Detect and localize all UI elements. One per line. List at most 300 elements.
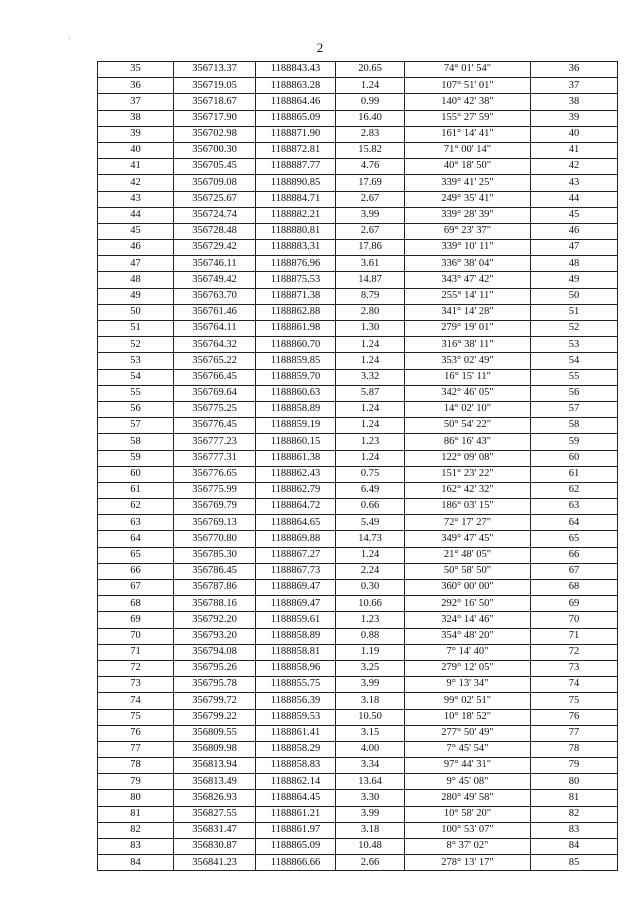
y-coordinate-cell: 1188863.28 — [256, 78, 336, 94]
bearing-cell: 341° 14' 28" — [405, 304, 531, 320]
next-point-number-cell: 63 — [531, 499, 618, 515]
y-coordinate-cell: 1188859.19 — [256, 418, 336, 434]
bearing-cell: 10° 58' 20" — [405, 806, 531, 822]
x-coordinate-cell: 356765.22 — [174, 353, 256, 369]
distance-cell: 1.24 — [336, 418, 405, 434]
distance-cell: 3.61 — [336, 256, 405, 272]
x-coordinate-cell: 356709.08 — [174, 175, 256, 191]
table-row — [98, 385, 618, 401]
point-number-cell: 56 — [98, 401, 174, 417]
bearing-cell: 14° 02' 10" — [405, 401, 531, 417]
next-point-number-cell: 44 — [531, 191, 618, 207]
distance-cell: 2.66 — [336, 855, 405, 871]
next-point-number-cell: 83 — [531, 822, 618, 838]
next-point-number-cell: 85 — [531, 855, 618, 871]
y-coordinate-cell: 1188858.81 — [256, 644, 336, 660]
next-point-number-cell: 51 — [531, 304, 618, 320]
point-number-cell: 77 — [98, 741, 174, 757]
bearing-cell: 316° 38' 11" — [405, 337, 531, 353]
table-row — [98, 126, 618, 142]
point-number-cell: 53 — [98, 353, 174, 369]
table-row — [98, 142, 618, 158]
y-coordinate-cell: 1188858.89 — [256, 401, 336, 417]
table-row — [98, 531, 618, 547]
y-coordinate-cell: 1188861.38 — [256, 450, 336, 466]
next-point-number-cell: 46 — [531, 223, 618, 239]
distance-cell: 17.86 — [336, 240, 405, 256]
next-point-number-cell: 48 — [531, 256, 618, 272]
y-coordinate-cell: 1188869.47 — [256, 596, 336, 612]
distance-cell: 16.40 — [336, 110, 405, 126]
bearing-cell: 9° 45' 08" — [405, 774, 531, 790]
distance-cell: 10.66 — [336, 596, 405, 612]
x-coordinate-cell: 356764.11 — [174, 321, 256, 337]
x-coordinate-cell: 356777.23 — [174, 434, 256, 450]
x-coordinate-cell: 356724.74 — [174, 207, 256, 223]
bearing-cell: 69° 23' 37" — [405, 223, 531, 239]
point-number-cell: 75 — [98, 709, 174, 725]
next-point-number-cell: 82 — [531, 806, 618, 822]
y-coordinate-cell: 1188875.53 — [256, 272, 336, 288]
distance-cell: 3.34 — [336, 758, 405, 774]
y-coordinate-cell: 1188862.79 — [256, 482, 336, 498]
distance-cell: 15.82 — [336, 142, 405, 158]
bearing-cell: 71° 00' 14" — [405, 142, 531, 158]
coordinates-table — [97, 61, 618, 871]
y-coordinate-cell: 1188859.85 — [256, 353, 336, 369]
table-row — [98, 499, 618, 515]
y-coordinate-cell: 1188865.09 — [256, 110, 336, 126]
distance-cell: 3.32 — [336, 369, 405, 385]
bearing-cell: 155° 27' 59" — [405, 110, 531, 126]
table-row — [98, 418, 618, 434]
bearing-cell: 292° 16' 50" — [405, 596, 531, 612]
x-coordinate-cell: 356787.86 — [174, 580, 256, 596]
y-coordinate-cell: 1188869.47 — [256, 580, 336, 596]
next-point-number-cell: 59 — [531, 434, 618, 450]
y-coordinate-cell: 1188861.41 — [256, 725, 336, 741]
table-row — [98, 191, 618, 207]
next-point-number-cell: 72 — [531, 644, 618, 660]
x-coordinate-cell: 356761.46 — [174, 304, 256, 320]
x-coordinate-cell: 356700.30 — [174, 142, 256, 158]
point-number-cell: 80 — [98, 790, 174, 806]
table-row — [98, 839, 618, 855]
next-point-number-cell: 65 — [531, 531, 618, 547]
table-row — [98, 855, 618, 871]
next-point-number-cell: 54 — [531, 353, 618, 369]
table-row — [98, 62, 618, 78]
point-number-cell: 78 — [98, 758, 174, 774]
bearing-cell: 339° 28' 39" — [405, 207, 531, 223]
y-coordinate-cell: 1188858.29 — [256, 741, 336, 757]
bearing-cell: 278° 13' 17" — [405, 855, 531, 871]
x-coordinate-cell: 356795.26 — [174, 660, 256, 676]
x-coordinate-cell: 356776.45 — [174, 418, 256, 434]
table-row — [98, 790, 618, 806]
x-coordinate-cell: 356702.98 — [174, 126, 256, 142]
bearing-cell: 186° 03' 15" — [405, 499, 531, 515]
point-number-cell: 74 — [98, 693, 174, 709]
table-row — [98, 207, 618, 223]
bearing-cell: 349° 47' 45" — [405, 531, 531, 547]
bearing-cell: 99° 02' 51" — [405, 693, 531, 709]
table-row — [98, 515, 618, 531]
bearing-cell: 21° 48' 05" — [405, 547, 531, 563]
next-point-number-cell: 36 — [531, 62, 618, 78]
y-coordinate-cell: 1188864.46 — [256, 94, 336, 110]
next-point-number-cell: 55 — [531, 369, 618, 385]
x-coordinate-cell: 356770.80 — [174, 531, 256, 547]
table-row — [98, 693, 618, 709]
bearing-cell: 97° 44' 31" — [405, 758, 531, 774]
y-coordinate-cell: 1188859.61 — [256, 612, 336, 628]
y-coordinate-cell: 1188862.14 — [256, 774, 336, 790]
distance-cell: 3.99 — [336, 677, 405, 693]
y-coordinate-cell: 1188871.90 — [256, 126, 336, 142]
y-coordinate-cell: 1188859.70 — [256, 369, 336, 385]
point-number-cell: 38 — [98, 110, 174, 126]
table-row — [98, 758, 618, 774]
bearing-cell: 7° 45' 54" — [405, 741, 531, 757]
distance-cell: 0.75 — [336, 466, 405, 482]
table-row — [98, 288, 618, 304]
point-number-cell: 81 — [98, 806, 174, 822]
y-coordinate-cell: 1188858.83 — [256, 758, 336, 774]
table-row — [98, 304, 618, 320]
x-coordinate-cell: 356766.45 — [174, 369, 256, 385]
next-point-number-cell: 58 — [531, 418, 618, 434]
bearing-cell: 162° 42' 32" — [405, 482, 531, 498]
point-number-cell: 43 — [98, 191, 174, 207]
point-number-cell: 47 — [98, 256, 174, 272]
y-coordinate-cell: 1188887.77 — [256, 159, 336, 175]
point-number-cell: 51 — [98, 321, 174, 337]
next-point-number-cell: 39 — [531, 110, 618, 126]
next-point-number-cell: 45 — [531, 207, 618, 223]
next-point-number-cell: 84 — [531, 839, 618, 855]
next-point-number-cell: 62 — [531, 482, 618, 498]
x-coordinate-cell: 356809.55 — [174, 725, 256, 741]
y-coordinate-cell: 1188860.15 — [256, 434, 336, 450]
table-row — [98, 628, 618, 644]
x-coordinate-cell: 356719.05 — [174, 78, 256, 94]
point-number-cell: 71 — [98, 644, 174, 660]
y-coordinate-cell: 1188855.75 — [256, 677, 336, 693]
point-number-cell: 46 — [98, 240, 174, 256]
next-point-number-cell: 56 — [531, 385, 618, 401]
table-row — [98, 547, 618, 563]
table-row — [98, 353, 618, 369]
point-number-cell: 62 — [98, 499, 174, 515]
point-number-cell: 48 — [98, 272, 174, 288]
x-coordinate-cell: 356725.67 — [174, 191, 256, 207]
bearing-cell: 86° 16' 43" — [405, 434, 531, 450]
distance-cell: 0.66 — [336, 499, 405, 515]
table-row — [98, 175, 618, 191]
distance-cell: 2.83 — [336, 126, 405, 142]
point-number-cell: 52 — [98, 337, 174, 353]
y-coordinate-cell: 1188865.09 — [256, 839, 336, 855]
point-number-cell: 64 — [98, 531, 174, 547]
y-coordinate-cell: 1188871.38 — [256, 288, 336, 304]
distance-cell: 3.99 — [336, 207, 405, 223]
y-coordinate-cell: 1188858.89 — [256, 628, 336, 644]
point-number-cell: 84 — [98, 855, 174, 871]
table-row — [98, 644, 618, 660]
point-number-cell: 82 — [98, 822, 174, 838]
bearing-cell: 342° 46' 05" — [405, 385, 531, 401]
table-row — [98, 78, 618, 94]
bearing-cell: 161° 14' 41" — [405, 126, 531, 142]
x-coordinate-cell: 356749.42 — [174, 272, 256, 288]
point-number-cell: 35 — [98, 62, 174, 78]
bearing-cell: 343° 47' 42" — [405, 272, 531, 288]
bearing-cell: 72° 17' 27" — [405, 515, 531, 531]
bearing-cell: 10° 18' 52" — [405, 709, 531, 725]
bearing-cell: 336° 38' 04" — [405, 256, 531, 272]
bearing-cell: 140° 42' 38" — [405, 94, 531, 110]
bearing-cell: 9° 13' 34" — [405, 677, 531, 693]
x-coordinate-cell: 356769.79 — [174, 499, 256, 515]
x-coordinate-cell: 356769.13 — [174, 515, 256, 531]
distance-cell: 1.19 — [336, 644, 405, 660]
point-number-cell: 65 — [98, 547, 174, 563]
next-point-number-cell: 37 — [531, 78, 618, 94]
distance-cell: 3.18 — [336, 822, 405, 838]
table-row — [98, 482, 618, 498]
point-number-cell: 63 — [98, 515, 174, 531]
distance-cell: 17.69 — [336, 175, 405, 191]
distance-cell: 2.24 — [336, 563, 405, 579]
distance-cell: 3.99 — [336, 806, 405, 822]
point-number-cell: 37 — [98, 94, 174, 110]
x-coordinate-cell: 356717.90 — [174, 110, 256, 126]
distance-cell: 3.30 — [336, 790, 405, 806]
next-point-number-cell: 78 — [531, 741, 618, 757]
y-coordinate-cell: 1188862.88 — [256, 304, 336, 320]
bearing-cell: 277° 50' 49" — [405, 725, 531, 741]
table-row — [98, 774, 618, 790]
bearing-cell: 107° 51' 01" — [405, 78, 531, 94]
distance-cell: 14.87 — [336, 272, 405, 288]
next-point-number-cell: 49 — [531, 272, 618, 288]
table-row — [98, 434, 618, 450]
table-row — [98, 321, 618, 337]
next-point-number-cell: 75 — [531, 693, 618, 709]
point-number-cell: 44 — [98, 207, 174, 223]
table-row — [98, 94, 618, 110]
distance-cell: 10.48 — [336, 839, 405, 855]
y-coordinate-cell: 1188880.81 — [256, 223, 336, 239]
distance-cell: 1.30 — [336, 321, 405, 337]
distance-cell: 0.88 — [336, 628, 405, 644]
point-number-cell: 68 — [98, 596, 174, 612]
point-number-cell: 49 — [98, 288, 174, 304]
point-number-cell: 45 — [98, 223, 174, 239]
x-coordinate-cell: 356769.64 — [174, 385, 256, 401]
point-number-cell: 60 — [98, 466, 174, 482]
distance-cell: 1.24 — [336, 353, 405, 369]
point-number-cell: 55 — [98, 385, 174, 401]
coordinates-table-body — [98, 62, 618, 871]
bearing-cell: 122° 09' 08" — [405, 450, 531, 466]
y-coordinate-cell: 1188861.98 — [256, 321, 336, 337]
distance-cell: 0.30 — [336, 580, 405, 596]
distance-cell: 1.24 — [336, 78, 405, 94]
point-number-cell: 42 — [98, 175, 174, 191]
x-coordinate-cell: 356729.42 — [174, 240, 256, 256]
distance-cell: 1.24 — [336, 450, 405, 466]
point-number-cell: 70 — [98, 628, 174, 644]
point-number-cell: 57 — [98, 418, 174, 434]
y-coordinate-cell: 1188861.21 — [256, 806, 336, 822]
y-coordinate-cell: 1188864.72 — [256, 499, 336, 515]
y-coordinate-cell: 1188869.88 — [256, 531, 336, 547]
next-point-number-cell: 42 — [531, 159, 618, 175]
table-row — [98, 110, 618, 126]
y-coordinate-cell: 1188883.31 — [256, 240, 336, 256]
next-point-number-cell: 69 — [531, 596, 618, 612]
bearing-cell: 40° 18' 50" — [405, 159, 531, 175]
bearing-cell: 74° 01' 54" — [405, 62, 531, 78]
next-point-number-cell: 52 — [531, 321, 618, 337]
distance-cell: 8.79 — [336, 288, 405, 304]
bearing-cell: 249° 35' 41" — [405, 191, 531, 207]
bearing-cell: 16° 15' 11" — [405, 369, 531, 385]
bearing-cell: 324° 14' 46" — [405, 612, 531, 628]
next-point-number-cell: 73 — [531, 660, 618, 676]
x-coordinate-cell: 356799.22 — [174, 709, 256, 725]
distance-cell: 20.65 — [336, 62, 405, 78]
point-number-cell: 40 — [98, 142, 174, 158]
bearing-cell: 255° 14' 11" — [405, 288, 531, 304]
next-point-number-cell: 38 — [531, 94, 618, 110]
distance-cell: 3.15 — [336, 725, 405, 741]
table-row — [98, 612, 618, 628]
table-row — [98, 272, 618, 288]
distance-cell: 10.50 — [336, 709, 405, 725]
x-coordinate-cell: 356776.65 — [174, 466, 256, 482]
distance-cell: 2.67 — [336, 223, 405, 239]
y-coordinate-cell: 1188864.45 — [256, 790, 336, 806]
table-row — [98, 563, 618, 579]
page-number: 2 — [316, 40, 324, 55]
point-number-cell: 79 — [98, 774, 174, 790]
x-coordinate-cell: 356794.08 — [174, 644, 256, 660]
x-coordinate-cell: 356809.98 — [174, 741, 256, 757]
x-coordinate-cell: 356799.72 — [174, 693, 256, 709]
distance-cell: 3.25 — [336, 660, 405, 676]
y-coordinate-cell: 1188876.96 — [256, 256, 336, 272]
bearing-cell: 339° 10' 11" — [405, 240, 531, 256]
y-coordinate-cell: 1188872.81 — [256, 142, 336, 158]
table-row — [98, 369, 618, 385]
x-coordinate-cell: 356792.20 — [174, 612, 256, 628]
bearing-cell: 279° 12' 05" — [405, 660, 531, 676]
x-coordinate-cell: 356775.25 — [174, 401, 256, 417]
distance-cell: 1.24 — [336, 337, 405, 353]
distance-cell: 14.73 — [336, 531, 405, 547]
y-coordinate-cell: 1188866.66 — [256, 855, 336, 871]
x-coordinate-cell: 356813.94 — [174, 758, 256, 774]
x-coordinate-cell: 356746.11 — [174, 256, 256, 272]
x-coordinate-cell: 356785.30 — [174, 547, 256, 563]
y-coordinate-cell: 1188856.39 — [256, 693, 336, 709]
table-row — [98, 337, 618, 353]
table-row — [98, 725, 618, 741]
bearing-cell: 353° 02' 49" — [405, 353, 531, 369]
x-coordinate-cell: 356705.45 — [174, 159, 256, 175]
point-number-cell: 66 — [98, 563, 174, 579]
distance-cell: 6.49 — [336, 482, 405, 498]
x-coordinate-cell: 356713.37 — [174, 62, 256, 78]
next-point-number-cell: 57 — [531, 401, 618, 417]
y-coordinate-cell: 1188867.27 — [256, 547, 336, 563]
table-row — [98, 223, 618, 239]
point-number-cell: 50 — [98, 304, 174, 320]
margin-mark: ' — [69, 36, 71, 45]
next-point-number-cell: 68 — [531, 580, 618, 596]
next-point-number-cell: 79 — [531, 758, 618, 774]
next-point-number-cell: 41 — [531, 142, 618, 158]
x-coordinate-cell: 356795.78 — [174, 677, 256, 693]
y-coordinate-cell: 1188882.21 — [256, 207, 336, 223]
table-row — [98, 159, 618, 175]
x-coordinate-cell: 356764.32 — [174, 337, 256, 353]
table-row — [98, 450, 618, 466]
x-coordinate-cell: 356831.47 — [174, 822, 256, 838]
y-coordinate-cell: 1188864.65 — [256, 515, 336, 531]
table-row — [98, 677, 618, 693]
next-point-number-cell: 47 — [531, 240, 618, 256]
bearing-cell: 50° 58' 50" — [405, 563, 531, 579]
bearing-cell: 50° 54' 22" — [405, 418, 531, 434]
distance-cell: 5.49 — [336, 515, 405, 531]
distance-cell: 4.00 — [336, 741, 405, 757]
distance-cell: 3.18 — [336, 693, 405, 709]
y-coordinate-cell: 1188860.63 — [256, 385, 336, 401]
next-point-number-cell: 61 — [531, 466, 618, 482]
distance-cell: 5.87 — [336, 385, 405, 401]
distance-cell: 1.24 — [336, 401, 405, 417]
x-coordinate-cell: 356788.16 — [174, 596, 256, 612]
distance-cell: 4.76 — [336, 159, 405, 175]
y-coordinate-cell: 1188860.70 — [256, 337, 336, 353]
next-point-number-cell: 77 — [531, 725, 618, 741]
point-number-cell: 58 — [98, 434, 174, 450]
bearing-cell: 279° 19' 01" — [405, 321, 531, 337]
next-point-number-cell: 70 — [531, 612, 618, 628]
point-number-cell: 36 — [98, 78, 174, 94]
x-coordinate-cell: 356830.87 — [174, 839, 256, 855]
x-coordinate-cell: 356728.48 — [174, 223, 256, 239]
table-row — [98, 806, 618, 822]
next-point-number-cell: 71 — [531, 628, 618, 644]
next-point-number-cell: 66 — [531, 547, 618, 563]
bearing-cell: 360° 00' 00" — [405, 580, 531, 596]
distance-cell: 2.67 — [336, 191, 405, 207]
next-point-number-cell: 76 — [531, 709, 618, 725]
y-coordinate-cell: 1188843.43 — [256, 62, 336, 78]
table-row — [98, 741, 618, 757]
bearing-cell: 8° 37' 02" — [405, 839, 531, 855]
point-number-cell: 39 — [98, 126, 174, 142]
next-point-number-cell: 67 — [531, 563, 618, 579]
x-coordinate-cell: 356763.70 — [174, 288, 256, 304]
table-row — [98, 240, 618, 256]
bearing-cell: 100° 53' 07" — [405, 822, 531, 838]
